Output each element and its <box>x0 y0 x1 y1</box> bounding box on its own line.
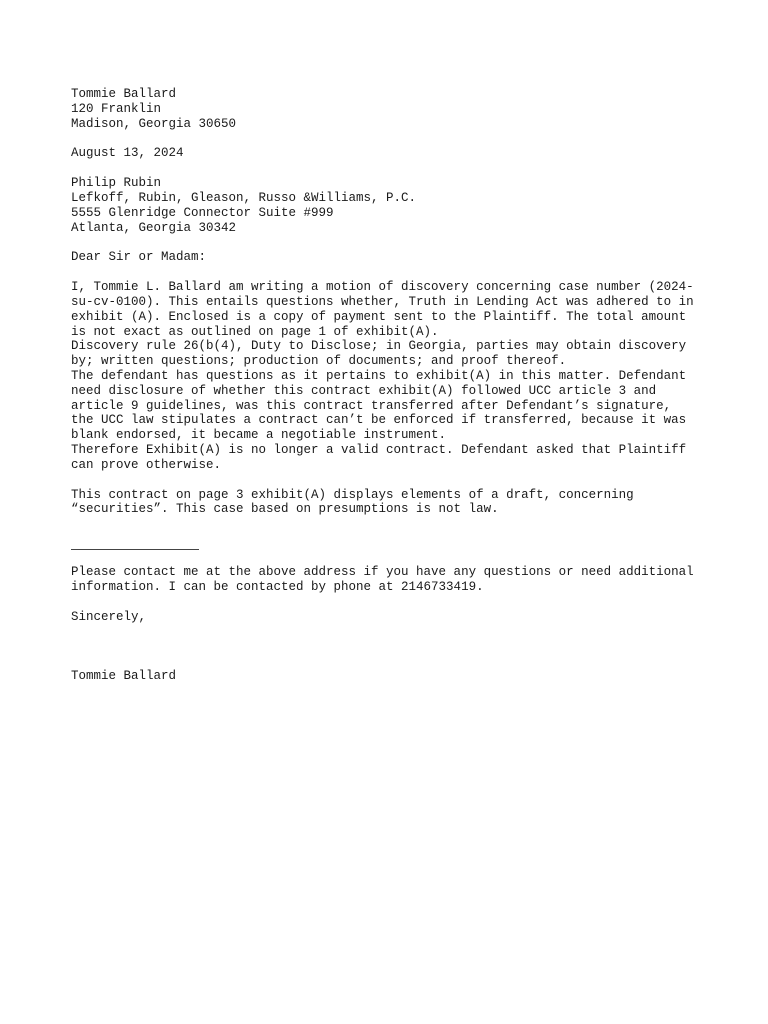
body-line: Discovery rule 26(b(4), Duty to Disclose; in Georgia, parties may obtain discovery <box>71 339 687 354</box>
sender-street: 120 Franklin <box>71 101 162 116</box>
body-line: the UCC law stipulates a contract can’t be enforced if transferred, because it was <box>71 413 687 428</box>
body-line: exhibit (A). Enclosed is a copy of payment sent to the Plaintiff. The total amount <box>71 309 687 324</box>
closing-block <box>71 610 711 625</box>
body-line: I, Tommie L. Ballard am writing a motion of discovery concerning case number (2024- <box>71 280 694 295</box>
body-line: information. I can be contacted by phone at 2146733419. <box>71 579 484 594</box>
recipient-city-state-zip: Atlanta, Georgia 30342 <box>71 220 237 235</box>
signature-block <box>71 669 711 684</box>
letter-date-block <box>71 146 711 161</box>
closing: Sincerely, <box>71 609 147 624</box>
body-line: by; written questions; production of documents; and proof thereof. <box>71 354 567 369</box>
letter-date: August 13, 2024 <box>71 146 184 161</box>
body-line: This contract on page 3 exhibit(A) displays elements of a draft, concerning <box>71 487 634 502</box>
recipient-name: Philip Rubin <box>71 176 162 191</box>
body-line: su-cv-0100). This entails questions whether, Truth in Lending Act was adhered to in <box>71 294 694 309</box>
body-paragraph-1 <box>71 280 711 472</box>
recipient-address <box>71 176 711 235</box>
recipient-street: 5555 Glenridge Connector Suite #999 <box>71 205 334 220</box>
body-line: Therefore Exhibit(A) is no longer a valid contract. Defendant asked that Plaintiff <box>71 442 687 457</box>
body-line: can prove otherwise. <box>71 457 222 472</box>
body-line: The defendant has questions as it pertains to exhibit(A) in this matter. Defendant <box>71 368 687 383</box>
sender-address <box>71 87 711 131</box>
body-line: blank endorsed, it became a negotiable instrument. <box>71 428 447 443</box>
sender-name: Tommie Ballard <box>71 87 177 101</box>
sender-city-state-zip: Madison, Georgia 30650 <box>71 116 237 131</box>
body-line: is not exact as outlined on page 1 of exhibit(A). <box>71 324 439 339</box>
letter-document <box>71 87 711 683</box>
salutation: Dear Sir or Madam: <box>71 250 207 265</box>
salutation-block <box>71 250 711 265</box>
body-line: “securities”. This case based on presumptions is not law. <box>71 502 499 517</box>
body-paragraph-3 <box>71 565 711 595</box>
recipient-firm: Lefkoff, Rubin, Gleason, Russo &Williams, P.C. <box>71 190 417 205</box>
body-line: Please contact me at the above address if you have any questions or need additional <box>71 565 694 580</box>
body-line: need disclosure of whether this contract exhibit(A) followed UCC article 3 and <box>71 383 657 398</box>
body-line: article 9 guidelines, was this contract transferred after Defendant’s signature, <box>71 398 672 413</box>
body-paragraph-2 <box>71 488 711 518</box>
signature-rule <box>71 549 199 550</box>
signature-name: Tommie Ballard <box>71 668 177 683</box>
